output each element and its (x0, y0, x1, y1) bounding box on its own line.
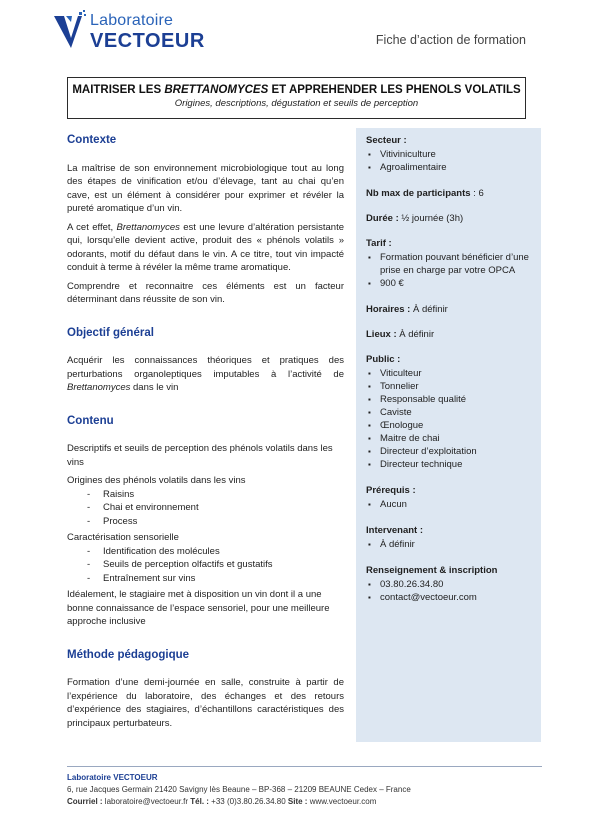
heading-objectif: Objectif général (67, 326, 154, 339)
email-link[interactable]: ▪ contact@vectoeur.com (366, 591, 531, 604)
main-content (67, 134, 344, 750)
list-item: ▪ Maitre de chai (366, 432, 531, 445)
secteur-block (366, 135, 531, 174)
list-item: - Raisins (67, 488, 344, 502)
horaires-label: Horaires : (366, 304, 411, 315)
list-item: ▪ À définir (366, 538, 531, 551)
page-title: MAITRISER LES BRETTANOMYCES ET APPREHENDER LES PHENOLS VOLATILS (72, 84, 521, 96)
list-item: - Chai et environnement (67, 501, 344, 515)
section-contexte (67, 134, 344, 307)
list-item: ▪ 900 € (366, 277, 531, 290)
tel-value: +33 (0)3.80.26.34.80 (208, 797, 288, 806)
duree-value: ½ journée (3h) (398, 213, 464, 224)
list-item: ▪ Responsable qualité (366, 393, 531, 406)
list-item: - Process (67, 515, 344, 529)
list-item: ▪ Aucun (366, 498, 531, 511)
document-type: Fiche d’action de formation (375, 33, 526, 47)
lieux-block (366, 329, 531, 340)
secteur-label: Secteur : (366, 135, 407, 146)
page-subtitle: Origines, descriptions, dégustation et seuils de perception (174, 98, 419, 109)
site-label: Site : (287, 797, 308, 806)
objectif-paragraph: Acquérir les connaissances théoriques et pratiques des perturbations organoleptiques imputables à l’activité de Brettanomyces dans le vin (67, 355, 344, 393)
participants-block (366, 188, 531, 199)
list-item: ▪ Formation pouvant bénéficier d’une prise en charge par votre OPCA (366, 251, 531, 277)
vectoeur-logo (52, 6, 222, 54)
intervenant-block (366, 525, 531, 551)
info-sidebar (356, 128, 541, 742)
tarif-list (366, 251, 531, 290)
duree-block (366, 213, 531, 224)
tarif-label: Tarif : (366, 238, 392, 249)
section-methode (67, 649, 344, 731)
list-item: - Entraînement sur vins (67, 572, 344, 586)
secteur-list (366, 148, 531, 174)
list-item: ▪ Tonnelier (366, 380, 531, 393)
site-link[interactable]: www.vectoeur.com (307, 797, 377, 806)
contenu-paragraph-2: Origines des phénols volatils dans les vins (67, 475, 246, 486)
list-item: ▪ Vitiviniculture (366, 148, 531, 161)
tel-label: Tél. : (190, 797, 209, 806)
logo-text-vectoeur: VECTOEUR (90, 30, 205, 52)
prerequis-block (366, 485, 531, 511)
footer-address: 6, rue Jacques Germain 21420 Savigny lès Beaune – BP-368 – 21209 BEAUNE Cedex – France (67, 785, 411, 794)
footer-contacts (67, 796, 411, 808)
contact-list (366, 578, 531, 604)
public-label: Public : (366, 354, 401, 365)
heading-contexte: Contexte (67, 134, 117, 146)
section-objectif (67, 327, 344, 395)
list-item: ▪ Agroalimentaire (366, 161, 531, 174)
intervenant-label: Intervenant : (366, 525, 424, 536)
list-item: ▪ Caviste (366, 406, 531, 419)
tarif-block (366, 238, 531, 290)
contexte-paragraph-2: A cet effet, Brettanomyces est une levure d’altération persistante qui, lorsqu’elle devient active, produit des « phénols volatils » odorants, motif du défaut dans le vin. A ce titre, tout vin impacté conduit à terme à révéler la même trame aromatique. (67, 221, 345, 273)
duree-label: Durée : (366, 213, 399, 224)
contenu-paragraph-1: Descriptifs et seuils de perception des phénols volatils dans les vins (67, 443, 333, 468)
contexte-paragraph-3: Comprendre et reconnaitre ces éléments est un facteur déterminant dans réussite de son vin. (67, 280, 344, 305)
intervenant-list (366, 538, 531, 551)
contexte-paragraph-1: La maîtrise de son environnement microbiologique tout au long des étapes de vinification et/ou d’élevage, tant au chai qu’en cave, est un élément à considérer pour exprimer et révéler la pureté aromatique d’un vin. (67, 162, 344, 214)
horaires-block (366, 304, 531, 315)
footer-divider (67, 766, 542, 767)
footer-org: Laboratoire VECTOEUR (67, 773, 158, 782)
contenu-paragraph-4: Idéalement, le stagiaire met à disposition un vin dont il a une bonne connaissance de l’espace sensoriel, pour une meilleure approche inclusive (67, 589, 330, 627)
lieux-value: À définir (396, 329, 435, 340)
list-item: ▪ Œnologue (366, 419, 531, 432)
phone-number: ▪ 03.80.26.34.80 (366, 578, 531, 591)
participants-label: Nb max de participants (366, 188, 471, 199)
contact-block (366, 565, 531, 604)
prerequis-label: Prérequis : (366, 485, 416, 496)
caracterisation-list (67, 545, 344, 586)
lieux-label: Lieux : (366, 329, 397, 340)
contact-label: Renseignement & inscription (366, 565, 498, 576)
courriel-link[interactable]: laboratoire@vectoeur.fr (102, 797, 191, 806)
section-contenu (67, 415, 344, 629)
horaires-value: À définir (410, 304, 448, 315)
list-item: ▪ Directeur d’exploitation (366, 445, 531, 458)
logo-v-icon (52, 10, 90, 50)
footer (67, 772, 411, 808)
list-item: ▪ Directeur technique (366, 458, 531, 471)
methode-paragraph: Formation d’une demi-journée en salle, construite à partir de l’expérience du laboratoire, des échanges et des retours d’expérience des stagiaires, d’échantillons caractéristiques des principaux perturbateurs. (67, 677, 344, 729)
title-box (67, 77, 526, 119)
public-block (366, 354, 531, 471)
prerequis-list (366, 498, 531, 511)
logo-text-laboratoire: Laboratoire (90, 12, 174, 29)
list-item: - Identification des molécules (67, 545, 344, 559)
contenu-paragraph-3: Caractérisation sensorielle (67, 532, 179, 543)
list-item: ▪ Viticulteur (366, 367, 531, 380)
public-list (366, 367, 531, 471)
list-item: - Seuils de perception olfactifs et gustatifs (67, 558, 344, 572)
heading-methode: Méthode pédagogique (67, 648, 190, 661)
origines-list (67, 488, 344, 529)
heading-contenu: Contenu (67, 414, 114, 427)
participants-value: : 6 (470, 188, 484, 199)
courriel-label: Courriel : (67, 797, 103, 806)
